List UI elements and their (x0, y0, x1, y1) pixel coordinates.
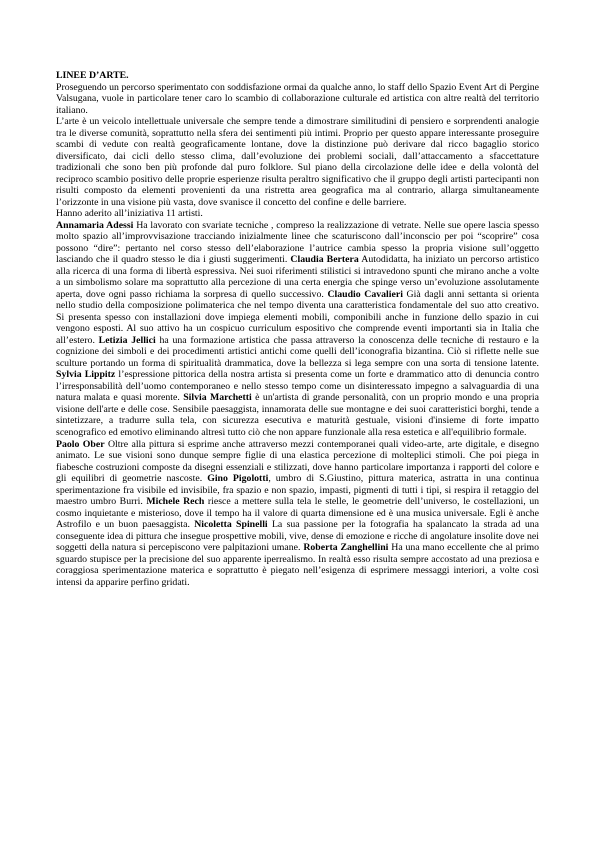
document-page (56, 70, 539, 588)
artist-text-rech: riesce a mettere sulla tela le stelle, le geometrie dell’universo, le costellazioni, un cosmo inquietante e misterioso, dove il tempo ha il valore di quarta dimensione ed è una musica universale. Egli è anche Astrofilo e un buon paesaggista. (56, 496, 539, 531)
artist-name-bertera: Claudia Bertera (290, 254, 359, 266)
artist-name-ober: Paolo Ober (56, 438, 105, 450)
artist-text-cavalieri: Già dagli anni settanta si orienta nello studio della composizione polimaterica che nel tempo diventa una caratteristica fondamentale del suo atto creativo. Si presenta spesso con installazioni dove impiega elementi mobili, componibili anche in funzione dello spazio in cui vengono esposti. Al suo attivo ha un cospicuo curriculum espositivo che comprende eventi importanti sia in Italia che all’estero. (56, 288, 540, 346)
context-paragraph: L’arte è un veicolo intellettuale universale che sempre tende a dimostrare similitudini di pensiero e sorprendenti analogie tra le diverse comunità, soprattutto nella sfera dei sentimenti più intimi. Proprio per questo appare interessante proseguire scambi di vedute con realtà geograficamente lontane, dove la distinzione può derivare dal ricco bagaglio storico diversificato, dai cicli dello stesso clima, dall’evoluzione dei problemi sociali, dall’attaccamento a sfaccettature tradizionali che sono ben più profonde dal puro folklore. Sul piano della circolazione delle idee e della volontà del reciproco scambio positivo delle proprie esperienze risulta peraltro significativo che il gruppo degli artisti partecipanti non risulti composto da elementi provenienti da una ristretta area geografica ma al contrario, allarga simultaneamente l’orizzonte in una visione più vasta, dove svanisce il concetto del confine e delle barriere. (56, 116, 539, 208)
artist-text-ober: Oltre alla pittura si esprime anche attraverso mezzi contemporanei quali video-arte, arte digitale, e disegno animato. Le sue visioni sono dunque sempre figlie di una elastica percezione di molteplici stimoli. Che poi piega in fiabesche costruzioni composte da disegni essenziali e stilizzati, dove hanno particolare importanza i rapporti del colore e gli equilibri di geometrie nascoste. (56, 438, 539, 485)
artists-paragraph-2 (56, 439, 539, 589)
artist-text-marchetti: è un'artista di grande personalità, con un proprio mondo e una propria visione dell'arte e delle cose. Sensibile paesaggista, innamorata delle sue montagne e dei suoi caratteristici borghi, tende a sintetizzare, a tradurre sulla tela, con sicurezza esecutiva e maturità gestuale, visioni d'insieme di forte impatto scenografico ed emotivo eliminando altresì tutto ciò che non appare funzionale alla resa estetica e all'equilibrio formale. (56, 392, 539, 438)
artist-name-rech: Michele Rech (146, 496, 205, 508)
artist-name-marchetti: Silvia Marchetti (183, 392, 252, 404)
artists-paragraph-1 (56, 220, 539, 439)
artist-name-cavalieri: Claudio Cavalieri (327, 288, 403, 300)
artists-count-paragraph: Hanno aderito all’iniziativa 11 artisti. (56, 208, 203, 220)
artist-text-jellici: ha una formazione artistica che passa attraverso la conoscenza delle tecniche di restauro e la cognizione dei simboli e dei procedimenti artistici antichi come quelli dell’iconografia bizantina. Ciò si riflette nelle sue sculture portando un forma di spiritualità drammatica, dove la bellezza si lega sempre con una sorta di tensione latente. (56, 334, 539, 369)
artist-text-adessi: Ha lavorato con svariate tecniche , compreso la realizzazione di vetrate. Nelle sue opere lascia spesso molto spazio all’improvvisazione tracciando inizialmente linee che scaturiscono dall’inconscio per poi “scoprire” cosa possono “dire”: pertanto nel corso stesso dell’elaborazione l’autrice cambia spesso la propria visione sull’oggetto lasciando che il quadro stesso le dia i giusti suggerimenti. (56, 219, 539, 266)
artist-name-pigolotti: Gino Pigolotti (207, 473, 269, 485)
artist-name-adessi: Annamaria Adessi (56, 219, 134, 231)
artist-name-zanghellini: Roberta Zanghellini (303, 542, 389, 554)
artist-text-lippitz: l’espressione pittorica della nostra artista si presenta come un forte e drammatico atto di denuncia contro l’irresponsabilità dell’uomo contemporaneo e nello stesso tempo come un disinteressato impegno a salvaguardia di una natura malata e quasi morente. (56, 369, 539, 404)
intro-paragraph: Proseguendo un percorso sperimentato con soddisfazione ormai da qualche anno, lo staff dello Spazio Event Art di Pergine Valsugana, vuole in particolare tener caro lo scambio di collaborazione culturale ed artistica con altre realtà del territorio italiano. (56, 81, 539, 116)
artist-name-spinelli: Nicoletta Spinelli (194, 519, 268, 531)
artist-text-pigolotti: , umbro di S.Giustino, pittura materica, astratta in una continua sperimentazione fra visibile ed invisibile, fra spazio e non spazio, impasti, pigmenti di tutti i tipi, si respira il retaggio del maestro umbro Burri. (56, 473, 539, 508)
artist-text-bertera: Autodidatta, ha iniziato un percorso artistico alla ricerca di una forma di libertà espressiva. Nei suoi riferimenti stilistici si intravedono spunti che mirano anche a volte a un simbolismo solare ma soprattutto alla percezione di una certa energia che spinge verso un’evoluzione assolutamente aperta, dove ogni passo richiama la sorpresa di quello successivo. (56, 254, 539, 300)
artist-name-jellici: Letizia Jellici (98, 334, 156, 346)
artist-text-zanghellini: Ha una mano eccellente che al primo sguardo stupisce per la precisione del suo apparente iperrealismo. In realtà esso risulta sempre accostato ad una preziosa e coraggiosa sperimentazione materica e soprattutto è piegato nell’esigenza di esprimere messaggi interiori, a volte così intensi da apparire perfino gridati. (56, 542, 539, 588)
artist-text-spinelli: La sua passione per la fotografia ha spalancato la strada ad una conseguente idea di pittura che insegue prospettive mobili, vive, dense di emozione e ricche di angolature insolite dove nei soggetti della natura si percepiscono vere palpitazioni umane. (56, 519, 539, 554)
document-title: LINEE D’ARTE. (56, 70, 129, 81)
artist-name-lippitz: Sylvia Lippitz (56, 369, 116, 381)
